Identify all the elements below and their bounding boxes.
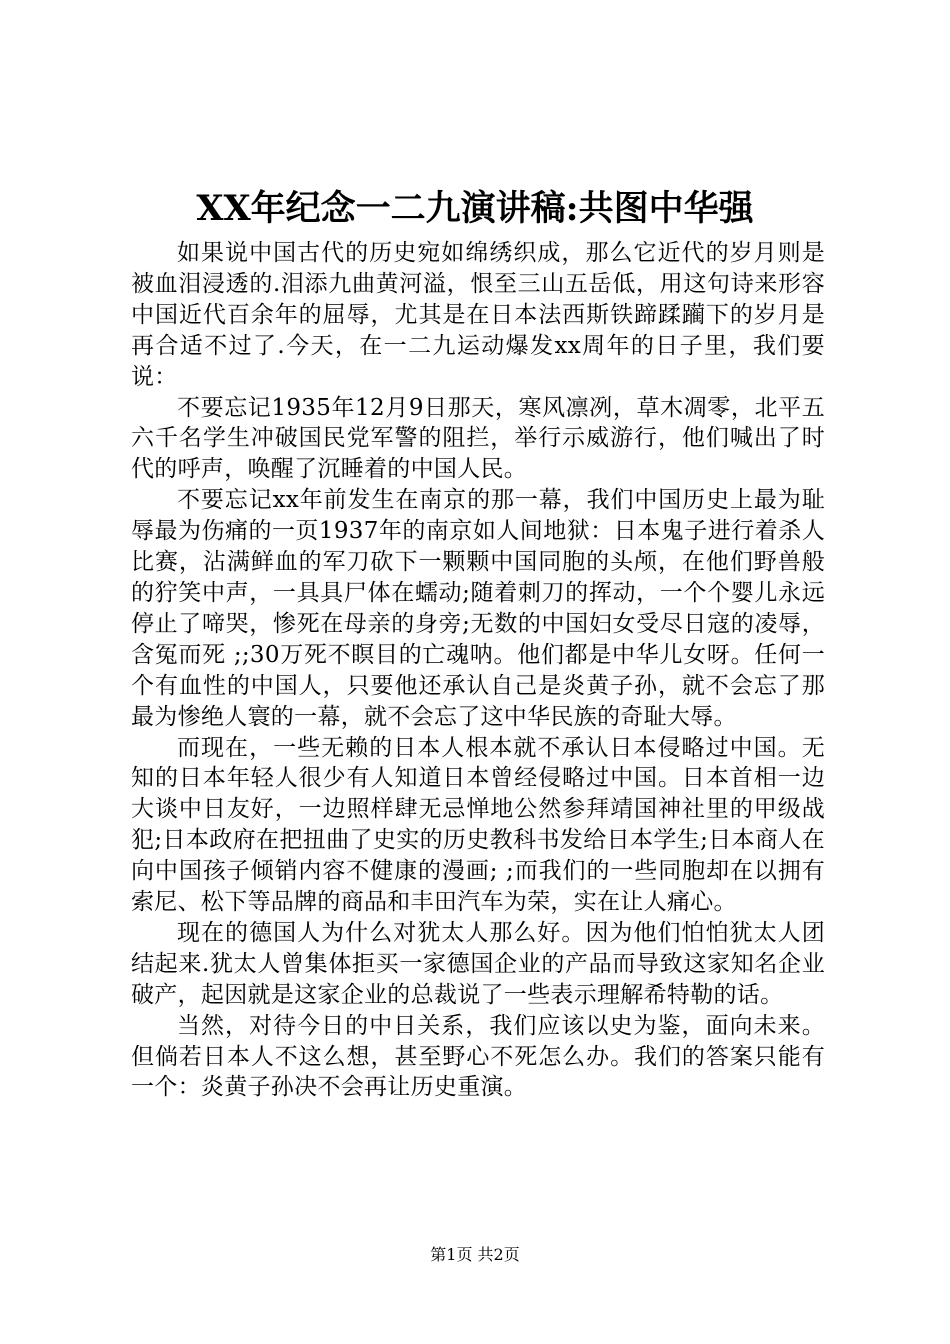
paragraph-1: 如果说中国古代的历史宛如绵绣织成，那么它近代的岁月则是被血泪浸透的.泪添九曲黄河溢，恨至三山五岳低，用这句诗来形容中国近代百余年的屈辱，尤其是在日本法西斯铁蹄蹂躏下的岁月是再合适不过了.今天，在一二九运动爆发xx周年的日子里，我们要说： [131,240,825,390]
page-title: XX年纪念一二九演讲稿:共图中华强 [196,188,754,229]
paragraph-2: 不要忘记1935年12月9日那天，寒风凛冽，草木凋零，北平五六千名学生冲破国民党军警的阻拦，举行示威游行，他们喊出了时代的呼声，唤醒了沉睡着的中国人民。 [131,394,825,483]
page-number-footer: 第1页 共2页 [430,1245,520,1264]
paragraph-3: 不要忘记xx年前发生在南京的那一幕，我们中国历史上最为耻辱最为伤痛的一页1937年的南京如人间地狱：日本鬼子进行着杀人比赛，沾满鲜血的军刀砍下一颗颗中国同胞的头颅，在他们野兽般的狞笑中声，一具具尸体在蠕动;随着刺刀的挥动，一个个婴儿永远停止了啼哭，惨死在母亲的身旁;无数的中国妇女受尽日寇的凌辱，含冤而死 ;;30万死不瞑目的亡魂呐。他们都是中华儿女呀。任何一个有血性的中国人，只要他还承认自己是炎黄子孙，就不会忘了那最为惨绝人寰的一幕，就不会忘了这中华民族的奇耻大辱。 [131,487,825,730]
paragraph-6: 当然，对待今日的中日关系，我们应该以史为鉴，面向未来。但倘若日本人不这么想，甚至野心不死怎么办。我们的答案只能有一个：炎黄子孙决不会再让历史重演。 [131,1012,825,1101]
article-body [131,238,825,1103]
paragraph-5: 现在的德国人为什么对犹太人那么好。因为他们怕怕犹太人团结起来.犹太人曾集体拒买一家德国企业的产品而导致这家知名企业破产，起因就是这家企业的总裁说了一些表示理解希特勒的话。 [131,919,825,1008]
paragraph-4: 而现在，一些无赖的日本人根本就不承认日本侵略过中国。无知的日本年轻人很少有人知道日本曾经侵略过中国。日本首相一边大谈中日友好，一边照样肆无忌惮地公然参拜靖国神社里的甲级战犯;日本政府在把扭曲了史实的历史教科书发给日本学生;日本商人在向中国孩子倾销内容不健康的漫画; ;而我们的一些同胞却在以拥有索尼、松下等品牌的商品和丰田汽车为荣，实在让人痛心。 [131,734,825,916]
